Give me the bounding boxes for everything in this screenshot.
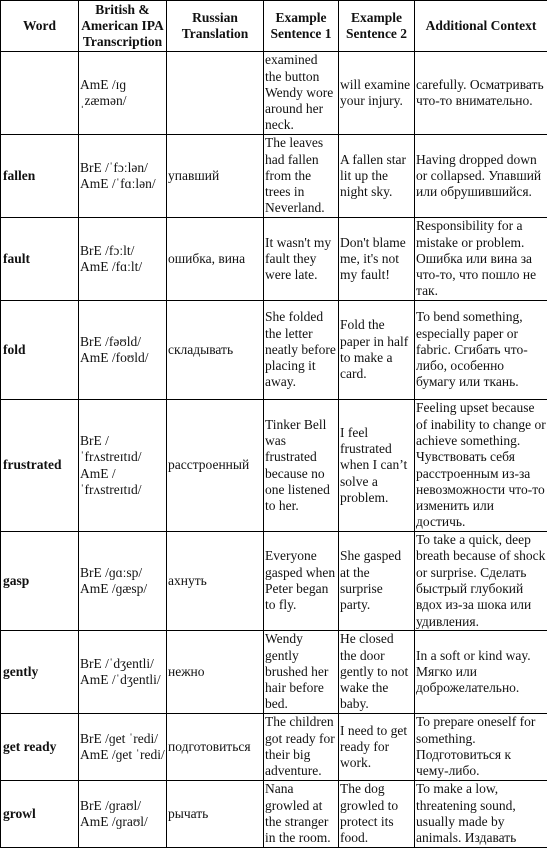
word-cell: gasp: [1, 532, 79, 631]
word-cell: gently: [1, 631, 79, 714]
example-2-cell: The dog growled to protect its food.: [339, 781, 415, 848]
example-1-cell: examined the button Wendy wore around her neck.: [264, 52, 339, 135]
example-1-cell: It wasn't my fault they were late.: [264, 218, 339, 301]
ipa-cell: BrE /ɡɑːsp/ AmE /ɡæsp/: [79, 532, 167, 631]
context-cell: To prepare oneself for something. Подготовиться к чему-либо.: [415, 714, 547, 781]
example-1-cell: The children got ready for their big adventure.: [264, 714, 339, 781]
ipa-cell: BrE /ˈdʒentli/ AmE /ˈdʒentli/: [79, 631, 167, 714]
word-cell: fallen: [1, 135, 79, 218]
table-row: [1, 52, 547, 135]
table-row: [1, 532, 547, 631]
russian-cell: нежно: [167, 631, 264, 714]
russian-cell: складывать: [167, 301, 264, 400]
example-2-cell: will examine your injury.: [339, 52, 415, 135]
table-row: [1, 714, 547, 781]
context-cell: Responsibility for a mistake or problem. Ошибка или вина за что-то, что пошло не так.: [415, 218, 547, 301]
word-cell: fault: [1, 218, 79, 301]
context-cell: To bend something, especially paper or fabric. Сгибать что-либо, особенно бумагу или ткань.: [415, 301, 547, 400]
table-row: [1, 631, 547, 714]
example-2-cell: I need to get ready for work.: [339, 714, 415, 781]
ipa-cell: BrE /fəʊld/ AmE /foʊld/: [79, 301, 167, 400]
example-1-cell: Nana growled at the stranger in the room.: [264, 781, 339, 848]
example-2-cell: A fallen star lit up the night sky.: [339, 135, 415, 218]
context-cell: Having dropped down or collapsed. Упавший или обрушившийся.: [415, 135, 547, 218]
ipa-cell: BrE /ˈfɔːlən/ AmE /ˈfɑːlən/: [79, 135, 167, 218]
example-1-cell: Tinker Bell was frustrated because no one listened to her.: [264, 400, 339, 532]
table-row: [1, 301, 547, 400]
header-row: [1, 1, 547, 52]
example-2-cell: Fold the paper in half to make a card.: [339, 301, 415, 400]
context-cell: To make a low, threatening sound, usually made by animals. Издавать: [415, 781, 547, 848]
column-header-word: Word: [1, 1, 79, 52]
ipa-cell: BrE /ˈfrʌstreɪtɪd/ AmE /ˈfrʌstreɪtɪd/: [79, 400, 167, 532]
context-cell: To take a quick, deep breath because of shock or surprise. Сделать быстрый глубокий вдох из-за шока или удивления.: [415, 532, 547, 631]
column-header-context: Additional Context: [415, 1, 547, 52]
russian-cell: расстроенный: [167, 400, 264, 532]
column-header-example-1: Example Sentence 1: [264, 1, 339, 52]
word-cell: growl: [1, 781, 79, 848]
table-row: [1, 135, 547, 218]
context-cell: Feeling upset because of inability to change or achieve something. Чувствовать себя расстроенным из-за невозможности что-то изменить или достичь.: [415, 400, 547, 532]
russian-cell: упавший: [167, 135, 264, 218]
word-cell: [1, 52, 79, 135]
russian-cell: ошибка, вина: [167, 218, 264, 301]
ipa-cell: BrE /ɡet ˈredi/ AmE /ɡet ˈredi/: [79, 714, 167, 781]
russian-cell: рычать: [167, 781, 264, 848]
column-header-ipa: British & American IPA Transcription: [79, 1, 167, 52]
example-2-cell: Don't blame me, it's not my fault!: [339, 218, 415, 301]
russian-cell: [167, 52, 264, 135]
russian-cell: подготовиться: [167, 714, 264, 781]
context-cell: carefully. Осматривать что-то внимательно.: [415, 52, 547, 135]
table-row: [1, 400, 547, 532]
example-2-cell: He closed the door gently to not wake the baby.: [339, 631, 415, 714]
table-row: [1, 781, 547, 848]
word-cell: frustrated: [1, 400, 79, 532]
word-cell: fold: [1, 301, 79, 400]
example-1-cell: She folded the letter neatly before placing it away.: [264, 301, 339, 400]
example-1-cell: Everyone gasped when Peter began to fly.: [264, 532, 339, 631]
example-1-cell: The leaves had fallen from the trees in Neverland.: [264, 135, 339, 218]
word-cell: get ready: [1, 714, 79, 781]
table-row: [1, 218, 547, 301]
example-2-cell: I feel frustrated when I can’t solve a problem.: [339, 400, 415, 532]
example-1-cell: Wendy gently brushed her hair before bed.: [264, 631, 339, 714]
ipa-cell: AmE /ɪɡ ˌzæmən/: [79, 52, 167, 135]
column-header-russian: Russian Translation: [167, 1, 264, 52]
ipa-cell: BrE /fɔːlt/ AmE /fɑːlt/: [79, 218, 167, 301]
example-2-cell: She gasped at the surprise party.: [339, 532, 415, 631]
context-cell: In a soft or kind way. Мягко или доброжелательно.: [415, 631, 547, 714]
ipa-cell: BrE /ɡraʊl/ AmE /ɡraʊl/: [79, 781, 167, 848]
column-header-example-2: Example Sentence 2: [339, 1, 415, 52]
russian-cell: ахнуть: [167, 532, 264, 631]
